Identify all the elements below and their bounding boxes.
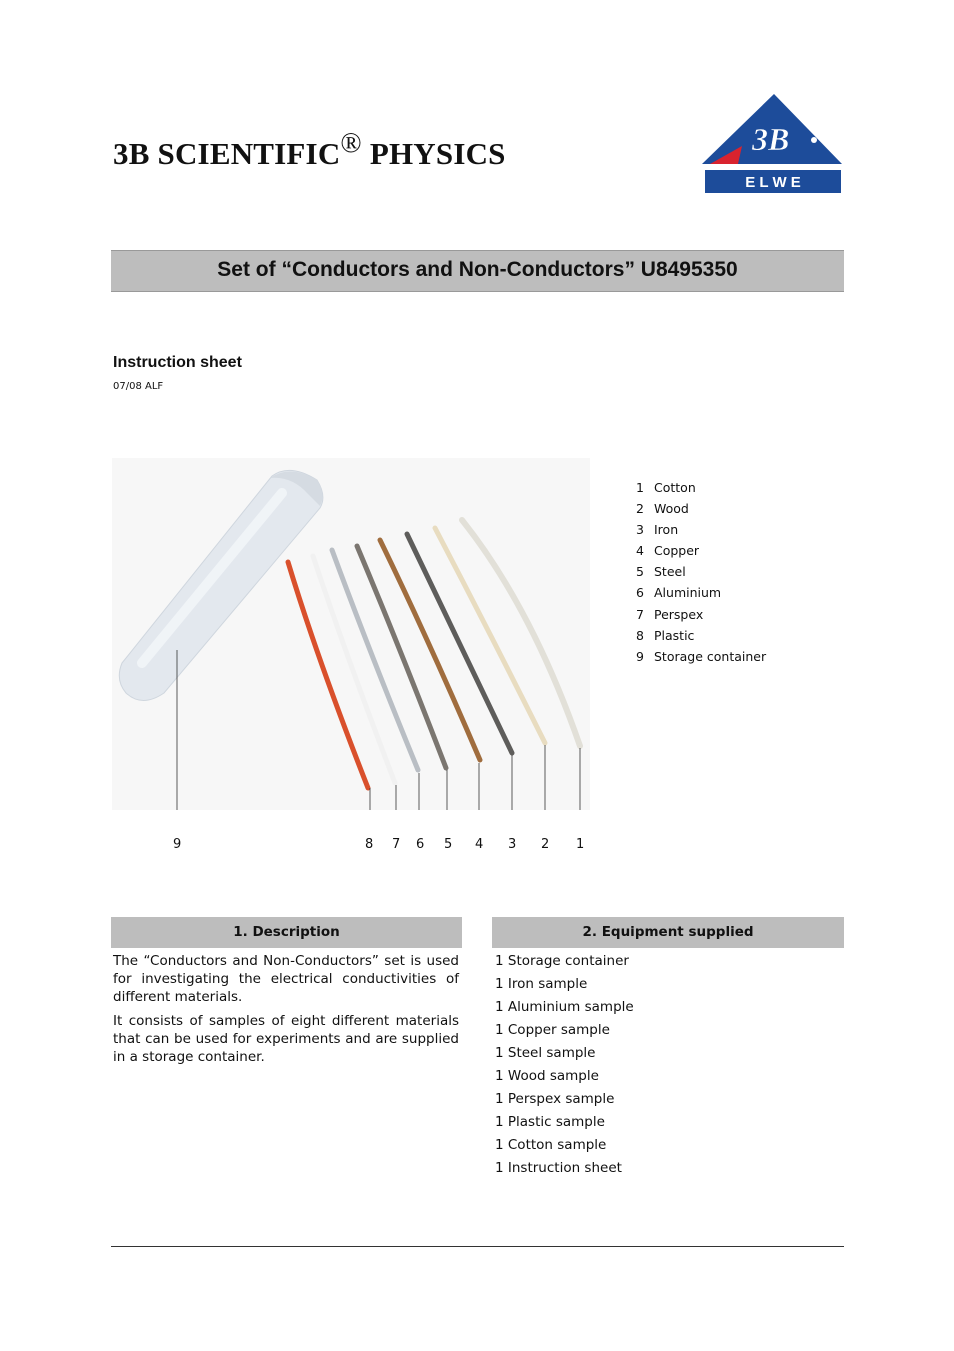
legend-item: 6 Aluminium [636, 585, 722, 601]
legend-item: 7 Perspex [636, 606, 704, 622]
brand-title [113, 128, 506, 172]
registered-mark: ® [340, 128, 362, 159]
figure-number: 4 [475, 837, 484, 852]
list-item: 1 Plastic sample [495, 1114, 605, 1130]
figure-number: 2 [541, 837, 550, 852]
figure-number: 6 [416, 837, 425, 852]
equipment-list [495, 952, 634, 1182]
legend-item: 2 Wood [636, 501, 689, 517]
figure-number: 8 [365, 837, 374, 852]
legend-item: 1 Cotton [636, 480, 696, 495]
list-item: 1 Instruction sheet [495, 1160, 622, 1176]
document-code: 07/08 ALF [113, 381, 164, 392]
figure-number: 7 [392, 837, 401, 852]
description-paragraph: The “Conductors and Non-Conductors” set is used for investigating the electrical conductivities of different materials. [113, 953, 459, 1005]
footer-divider [111, 1246, 844, 1247]
document-title: Set of “Conductors and Non-Conductors” U8495350 [217, 258, 738, 281]
title-bar [111, 250, 844, 292]
figure-number: 3 [508, 837, 517, 852]
instruction-heading: Instruction sheet [113, 354, 242, 371]
list-item: 1 Wood sample [495, 1068, 599, 1084]
description-text [113, 952, 459, 1072]
equipment-heading: 2. Equipment supplied [492, 917, 844, 948]
list-item: 1 Perspex sample [495, 1091, 615, 1107]
list-item: 1 Iron sample [495, 976, 588, 992]
list-item: 1 Storage container [495, 953, 629, 969]
logo-mark-text: 3B [752, 121, 790, 157]
list-item: 1 Cotton sample [495, 1137, 607, 1153]
description-heading: 1. Description [111, 917, 462, 948]
list-item: 1 Aluminium sample [495, 999, 634, 1015]
3b-elwe-logo [702, 94, 842, 194]
legend-item: 3 Iron [636, 522, 679, 538]
product-photo [112, 458, 590, 810]
legend-item: 4 Copper [636, 543, 700, 559]
legend-item: 9 Storage container [636, 648, 767, 664]
list-item: 1 Copper sample [495, 1022, 610, 1038]
description-paragraph: It consists of samples of eight different materials that can be used for experiments and are supplied in a storage container. [113, 1013, 459, 1065]
parts-legend [636, 480, 766, 670]
figure-number: 5 [444, 837, 453, 852]
figure-number: 9 [173, 837, 182, 852]
legend-item: 5 Steel [636, 564, 686, 580]
logo-elwe-text: E L W E [745, 174, 801, 191]
list-item: 1 Steel sample [495, 1045, 596, 1061]
brand-tail: PHYSICS [361, 136, 506, 171]
figure-number: 1 [576, 837, 585, 852]
brand-main: 3B SCIENTIFIC [113, 136, 341, 171]
legend-item: 8 Plastic [636, 627, 695, 643]
